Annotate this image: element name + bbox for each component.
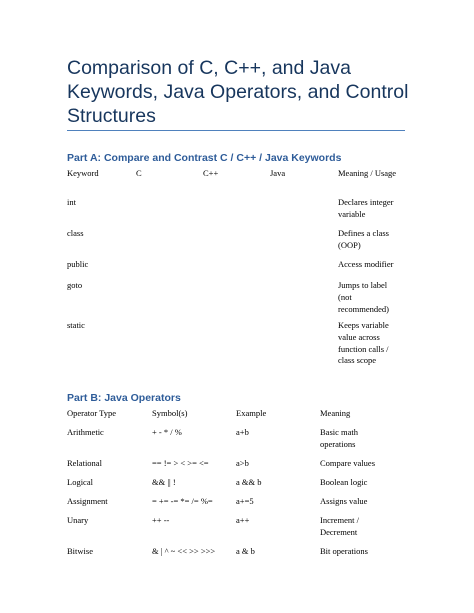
operator-symbols-cell: + - * / %	[152, 427, 182, 437]
operators-header-meaning: Meaning	[320, 408, 351, 418]
operator-type-cell: Unary	[67, 515, 89, 525]
meaning-cell: Access modifier	[338, 259, 394, 269]
keywords-header-meaning: Meaning / Usage	[338, 168, 397, 178]
keyword-cell: goto	[67, 280, 83, 290]
operator-type-cell: Relational	[67, 458, 102, 468]
operator-meaning-cell: Assigns value	[320, 496, 368, 506]
document-title: Comparison of C, C++, and Java Keywords, Java Operators, and Control Structures	[67, 57, 409, 127]
keywords-header-java: Java	[270, 168, 286, 178]
operator-meaning-cell: Increment / Decrement	[320, 515, 359, 537]
operator-example-cell: a>b	[236, 458, 249, 468]
meaning-cell: Declares integer variable	[338, 197, 394, 219]
keywords-header-keyword: Keyword	[67, 168, 99, 178]
keywords-header-c: C	[136, 168, 142, 178]
operator-type-cell: Bitwise	[67, 546, 93, 556]
keyword-cell: public	[67, 259, 89, 269]
operators-header-example: Example	[236, 408, 267, 418]
meaning-cell: Defines a class (OOP)	[338, 228, 389, 250]
operator-type-cell: Assignment	[67, 496, 108, 506]
operator-meaning-cell: Basic math operations	[320, 427, 359, 449]
part-b-heading: Part B: Java Operators	[67, 392, 181, 404]
keyword-cell: class	[67, 228, 84, 238]
operator-example-cell: a++	[236, 515, 250, 525]
operator-example-cell: a+b	[236, 427, 249, 437]
meaning-cell: Jumps to label (not recommended)	[338, 280, 389, 314]
keyword-cell: int	[67, 197, 76, 207]
operators-header-symbols: Symbol(s)	[152, 408, 188, 418]
operator-example-cell: a & b	[236, 546, 255, 556]
title-underline-rule	[67, 130, 405, 131]
meaning-cell: Keeps variable value across function calls / class scope	[338, 320, 389, 366]
operator-type-cell: Arithmetic	[67, 427, 104, 437]
part-a-heading: Part A: Compare and Contrast C / C++ / Java Keywords	[67, 152, 342, 164]
operator-meaning-cell: Compare values	[320, 458, 375, 468]
operators-header-type: Operator Type	[67, 408, 117, 418]
operator-symbols-cell: && || !	[152, 477, 176, 487]
operator-example-cell: a && b	[236, 477, 262, 487]
keywords-header-cpp: C++	[203, 168, 219, 178]
operator-symbols-cell: ++ --	[152, 515, 170, 525]
operator-meaning-cell: Bit operations	[320, 546, 368, 556]
operator-type-cell: Logical	[67, 477, 93, 487]
operator-meaning-cell: Boolean logic	[320, 477, 368, 487]
operator-symbols-cell: = += -= *= /= %=	[152, 496, 213, 506]
keyword-cell: static	[67, 320, 85, 330]
operator-example-cell: a+=5	[236, 496, 254, 506]
operator-symbols-cell: == != > < >= <=	[152, 458, 209, 468]
operator-symbols-cell: & | ^ ~ << >> >>>	[152, 546, 216, 556]
